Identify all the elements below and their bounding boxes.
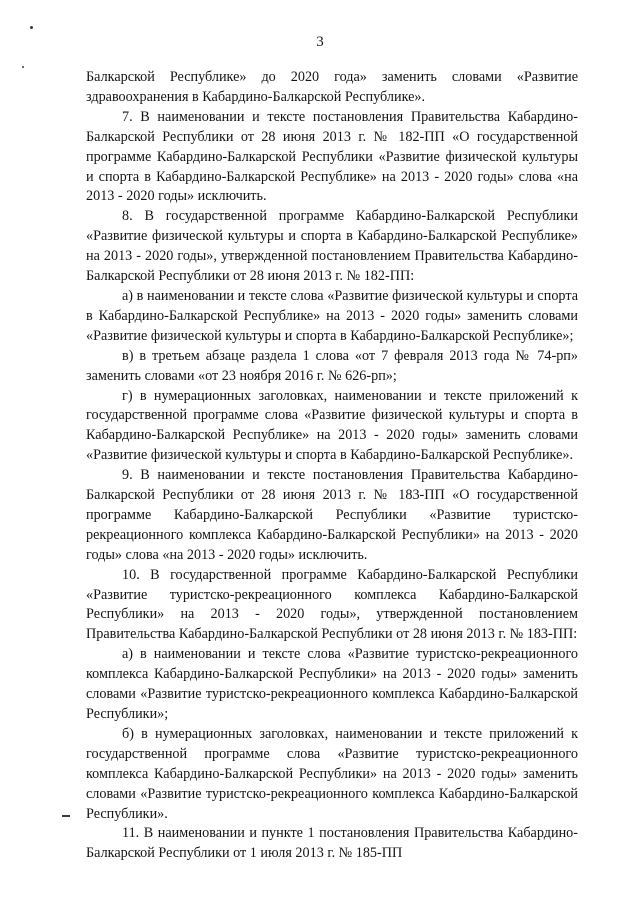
paragraph-item-8: 8. В государственной программе Кабардино-Балкарской Республики «Развитие физической культуры и спорта в Кабардино-Балкарской Республике» на 2013 - 2020 годы», утвержденной постановлением Правительства Кабардино-Балкарской Республики от 28 июня 2013 г. № 182-ПП: [86, 208, 578, 285]
paragraph-item-7: 7. В наименовании и тексте постановления Правительства Кабардино-Балкарской Республики от 28 июня 2013 г. № 182-ПП «О государственной программе Кабардино-Балкарской Республики «Развитие физической культуры и спорта в Кабардино-Балкарской Республике» на 2013 - 2020 годы» слова «на 2013 - 2020 годы» исключить. [86, 108, 578, 205]
page-number: 3 [316, 34, 324, 50]
paragraph-item-11: 11. В наименовании и пункте 1 постановления Правительства Кабардино-Балкарской Республики от 1 июля 2013 г. № 185-ПП [86, 825, 578, 862]
paragraph-item-10: 10. В государственной программе Кабардино-Балкарской Республики «Развитие туристско-рекреационного комплекса Кабардино-Балкарской Республики» на 2013 - 2020 годы», утвержденной постановлением Правительства Кабардино-Балкарской Республики от 28 июня 2013 г. № 183-ПП: [86, 566, 578, 643]
paragraph-item-8g: г) в нумерационных заголовках, наименовании и тексте приложений к государственной программе слова «Развитие физической культуры и спорта в Кабардино-Балкарской Республике» на 2013 - 2020 годы» заменить словами «Развитие физической культуры и спорта в Кабардино-Балкарской Республике». [86, 387, 578, 464]
margin-dash-mark [62, 815, 70, 817]
paragraph-item-10a: а) в наименовании и тексте слова «Развитие туристско-рекреационного комплекса Кабардино-Балкарской Республики» на 2013 - 2020 годы» заменить словами «Развитие туристско-рекреационного комплекса Кабардино-Балкарской Республики»; [86, 646, 578, 722]
scan-speck [30, 26, 33, 29]
paragraph-item-9: 9. В наименовании и тексте постановления Правительства Кабардино-Балкарской Республики от 28 июня 2013 г. № 183-ПП «О государственной программе Кабардино-Балкарской Республики «Развитие туристско-рекреационного комплекса Кабардино-Балкарской Республики» на 2013 - 2020 годы» слова «на 2013 - 2020 годы» исключить. [86, 467, 578, 563]
document-body [86, 68, 578, 864]
paragraph-item-8a: а) в наименовании и тексте слова «Развитие физической культуры и спорта в Кабардино-Балкарской Республике» на 2013 - 2020 годы» заменить словами «Развитие физической культуры и спорта в Кабардино-Балкарской Республике»; [86, 287, 578, 344]
paragraph-item-10b: б) в нумерационных заголовках, наименовании и тексте приложений к государственной программе слова «Развитие туристско-рекреационного комплекса Кабардино-Балкарской Республики» на 2013 - 2020 годы» заменить словами «Развитие туристско-рекреационного комплекса Кабардино-Балкарской Республики». [86, 725, 578, 822]
scan-speck [22, 66, 24, 68]
paragraph-continuation: Балкарской Республике» до 2020 года» заменить словами «Развитие здравоохранения в Кабардино-Балкарской Республике». [86, 69, 578, 105]
paragraph-item-8v: в) в третьем абзаце раздела 1 слова «от 7 февраля 2013 года № 74-рп» заменить словами «от 23 ноября 2016 г. № 626-рп»; [86, 347, 578, 384]
